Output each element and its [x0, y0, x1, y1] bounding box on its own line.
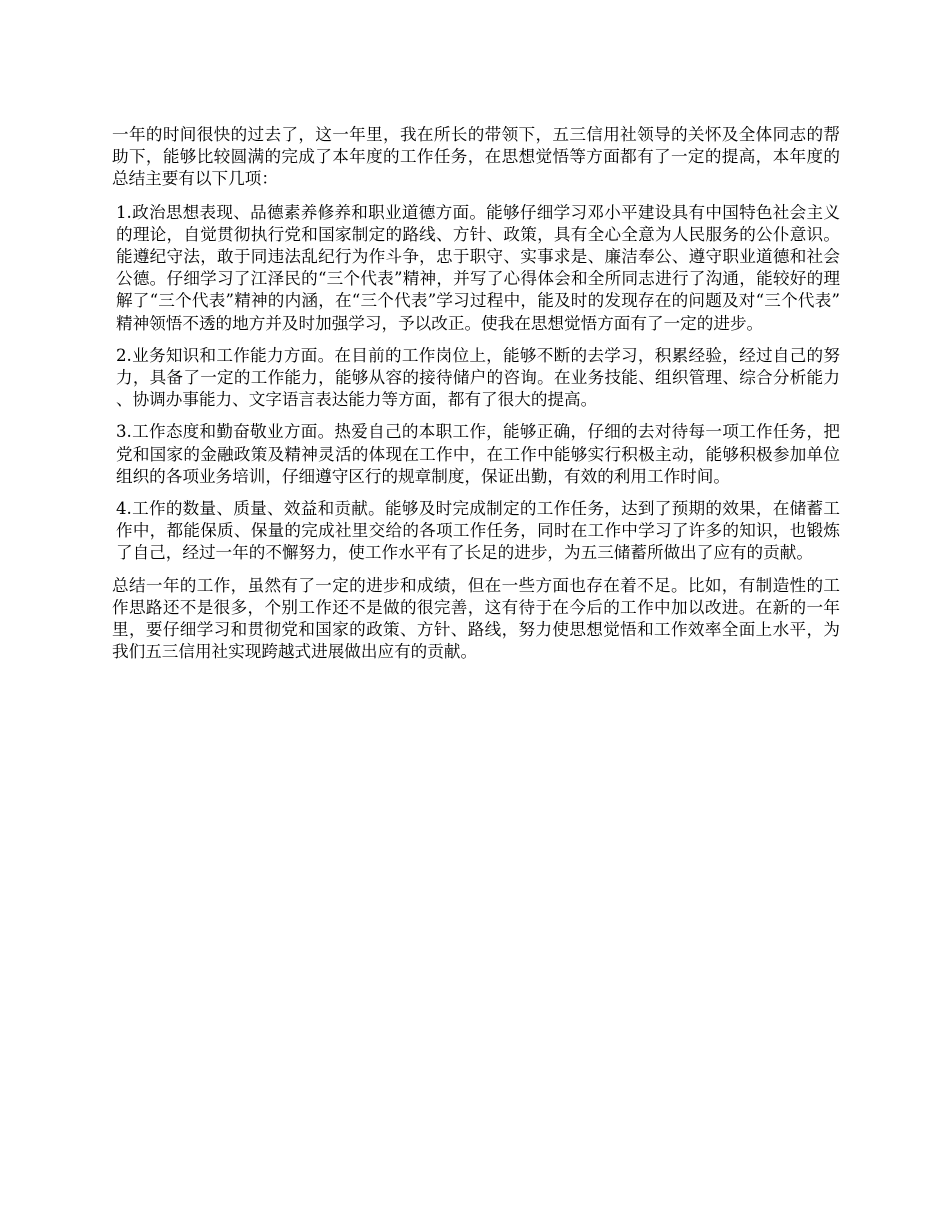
section-3-paragraph: 3.工作态度和勤奋敬业方面。热爱自己的本职工作，能够正确，仔细的去对待每一项工作任务，把党和国家的金融政策及精神灵活的体现在工作中，在工作中能够实行积极主动，能够积极参加单位组织的各项业务培训，仔细遵守区行的规章制度，保证出勤，有效的利用工作时间。	[116, 422, 840, 486]
section-2-paragraph: 2.业务知识和工作能力方面。在目前的工作岗位上，能够不断的去学习，积累经验，经过自己的努力，具备了一定的工作能力，能够从容的接待储户的咨询。在业务技能、组织管理、综合分析能力、协调办事能力、文字语言表达能力等方面，都有了很大的提高。	[116, 345, 840, 410]
conclusion-paragraph: 总结一年的工作，虽然有了一定的进步和成绩，但在一些方面也存在着不足。比如，有制造性的工作思路还不是很多，个别工作还不是做的很完善，这有待于在今后的工作中加以改进。在新的一年里，要仔细学习和贯彻党和国家的政策、方针、路线，努力使思想觉悟和工作效率全面上水平，为我们五三信用社实现跨越式进展做出应有的贡献。	[112, 575, 840, 662]
section-1-paragraph: 1.政治思想表现、品德素养修养和职业道德方面。能够仔细学习邓小平建设具有中国特色社会主义的理论，自觉贯彻执行党和国家制定的路线、方针、政策，具有全心全意为人民服务的公仆意识。能遵纪守法，敢于同违法乱纪行为作斗争，忠于职守、实事求是、廉洁奉公、遵守职业道德和社会公德。仔细学习了江泽民的“三个代表”精神，并写了心得体会和全所同志进行了沟通，能较好的理解了“三个代表”精神的内涵，在“三个代表”学习过程中，能及时的发现存在的问题及对“三个代表”精神领悟不透的地方并及时加强学习，予以改正。使我在思想觉悟方面有了一定的进步。	[116, 202, 840, 333]
intro-paragraph: 一年的时间很快的过去了，这一年里，我在所长的带领下，五三信用社领导的关怀及全体同志的帮助下，能够比较圆满的完成了本年度的工作任务，在思想觉悟等方面都有了一定的提高，本年度的总结主要有以下几项：	[112, 125, 840, 189]
section-4-paragraph: 4.工作的数量、质量、效益和贡献。能够及时完成制定的工作任务，达到了预期的效果，在储蓄工作中，都能保质、保量的完成社里交给的各项工作任务，同时在工作中学习了许多的知识，也锻炼了自己，经过一年的不懈努力，使工作水平有了长足的进步，为五三储蓄所做出了应有的贡献。	[116, 499, 840, 563]
document-body	[112, 124, 840, 673]
